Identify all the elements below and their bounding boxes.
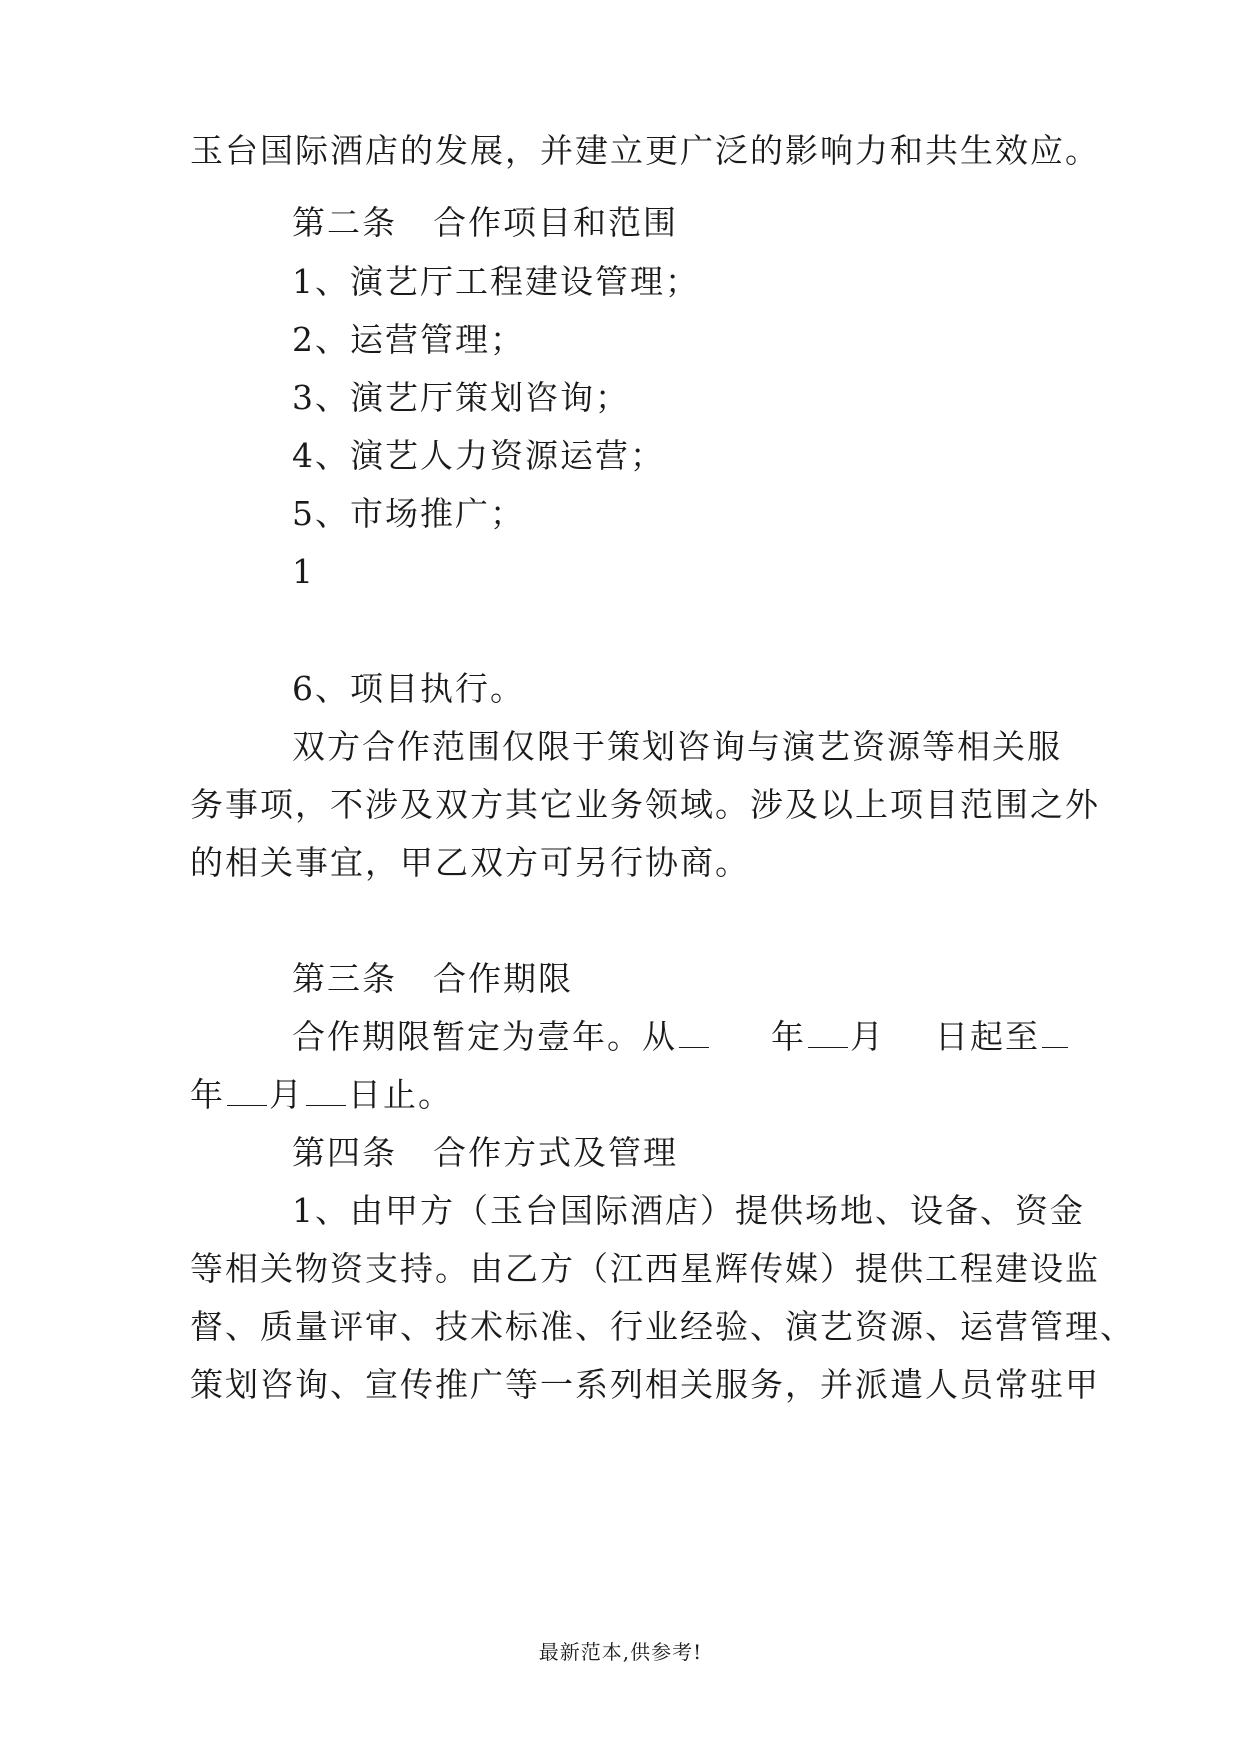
term-day-label: 日起至: [935, 1017, 1040, 1056]
term-line-1: [292, 1017, 1070, 1057]
fill-blank: [1042, 1017, 1068, 1048]
fill-blank: [808, 1017, 848, 1048]
term-year-label: 年: [771, 1017, 806, 1056]
term-year-label: 年: [190, 1075, 225, 1114]
fill-blank: [227, 1075, 267, 1106]
article-number: 第二条: [292, 203, 397, 242]
fill-blank: [679, 1017, 709, 1048]
paragraph-line: 督、质量评审、技术标准、行业经验、演艺资源、运营管理、: [190, 1307, 1135, 1346]
term-month-label: 月: [850, 1017, 885, 1056]
list-item: 6、项目执行。: [292, 669, 525, 708]
list-item: 5、市场推广；: [292, 494, 525, 533]
term-prefix: 合作期限暂定为壹年。从: [292, 1017, 677, 1056]
paragraph-line: 策划咨询、宣传推广等一系列相关服务，并派遣人员常驻甲: [190, 1365, 1100, 1404]
fill-blank: [306, 1075, 346, 1106]
paragraph-line: 玉台国际酒店的发展，并建立更广泛的影响力和共生效应。: [190, 131, 1100, 170]
list-item: 3、演艺厅策划咨询；: [292, 378, 630, 417]
term-line-2: [190, 1075, 453, 1115]
paragraph-line: 双方合作范围仅限于策划咨询与演艺资源等相关服: [292, 727, 1062, 766]
paragraph-line: 1、由甲方（玉台国际酒店）提供场地、设备、资金: [292, 1191, 1085, 1230]
term-day-label: 日止。: [348, 1075, 453, 1114]
paragraph-line: 务事项，不涉及双方其它业务领域。涉及以上项目范围之外: [190, 785, 1100, 824]
article-number: 第四条: [292, 1133, 397, 1172]
article-title: 合作项目和范围: [433, 203, 678, 242]
page-number: 1: [292, 552, 315, 591]
article-4-heading: [292, 1133, 678, 1173]
term-month-label: 月: [269, 1075, 304, 1114]
article-title: 合作期限: [433, 959, 573, 998]
list-item: 4、演艺人力资源运营；: [292, 436, 665, 475]
list-item: 1、演艺厅工程建设管理；: [292, 262, 700, 301]
footer-note: 最新范本,供参考!: [538, 1640, 703, 1664]
article-2-heading: [292, 203, 678, 243]
paragraph-line: 的相关事宜，甲乙双方可另行协商。: [190, 843, 750, 882]
article-3-heading: [292, 959, 573, 999]
article-number: 第三条: [292, 959, 397, 998]
paragraph-line: 等相关物资支持。由乙方（江西星辉传媒）提供工程建设监: [190, 1249, 1100, 1288]
article-title: 合作方式及管理: [433, 1133, 678, 1172]
list-item: 2、运营管理；: [292, 320, 525, 359]
